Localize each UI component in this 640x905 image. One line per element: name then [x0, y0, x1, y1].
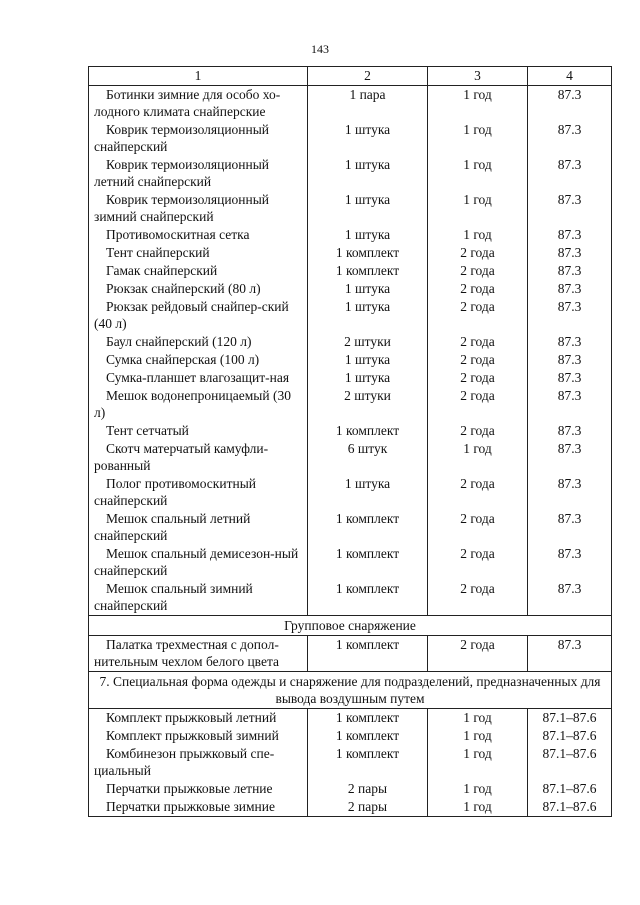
item-quantity: 1 комплект [308, 580, 428, 616]
item-code: 87.3 [528, 226, 612, 244]
item-name: Коврик термоизоляционный летний снайперский [89, 156, 308, 191]
item-term: 2 года [428, 387, 528, 422]
table-row [89, 387, 612, 422]
table-row [89, 333, 612, 351]
item-code: 87.3 [528, 298, 612, 333]
item-quantity: 1 штука [308, 121, 428, 156]
item-name: Мешок спальный зимний снайперский [89, 580, 308, 616]
item-term: 2 года [428, 351, 528, 369]
item-quantity: 1 комплект [308, 244, 428, 262]
item-code: 87.1–87.6 [528, 798, 612, 817]
table-body [89, 86, 612, 817]
item-code: 87.3 [528, 121, 612, 156]
item-quantity: 1 штука [308, 351, 428, 369]
item-quantity: 1 комплект [308, 422, 428, 440]
item-name: Перчатки прыжковые зимние [89, 798, 308, 817]
item-term: 2 года [428, 369, 528, 387]
item-code: 87.3 [528, 191, 612, 226]
item-code: 87.3 [528, 156, 612, 191]
item-quantity: 1 комплект [308, 727, 428, 745]
item-term: 2 года [428, 333, 528, 351]
item-term: 2 года [428, 545, 528, 580]
item-term: 2 года [428, 636, 528, 672]
header-row [89, 67, 612, 86]
item-name: Сумка-планшет влагозащит-ная [89, 369, 308, 387]
table-row [89, 351, 612, 369]
item-term: 2 года [428, 510, 528, 545]
item-quantity: 1 комплект [308, 545, 428, 580]
item-quantity: 1 штука [308, 369, 428, 387]
item-code: 87.3 [528, 475, 612, 510]
item-code: 87.3 [528, 422, 612, 440]
equipment-table [88, 66, 612, 817]
item-code: 87.1–87.6 [528, 780, 612, 798]
table-row [89, 298, 612, 333]
item-quantity: 1 комплект [308, 745, 428, 780]
item-term: 2 года [428, 298, 528, 333]
item-code: 87.3 [528, 86, 612, 122]
item-code: 87.3 [528, 280, 612, 298]
item-quantity: 1 штука [308, 475, 428, 510]
item-quantity: 1 пара [308, 86, 428, 122]
item-term: 1 год [428, 745, 528, 780]
item-term: 2 года [428, 262, 528, 280]
section-title: 7. Специальная форма одежды и снаряжение для подразделений, предназначенных для вывода воздушным путем [89, 672, 612, 709]
column-header: 1 [89, 67, 308, 86]
table-row [89, 280, 612, 298]
table-row [89, 798, 612, 817]
item-term: 1 год [428, 86, 528, 122]
table-row [89, 422, 612, 440]
item-name: Тент снайперский [89, 244, 308, 262]
item-name: Палатка трехместная с допол-нительным чехлом белого цвета [89, 636, 308, 672]
item-quantity: 1 комплект [308, 636, 428, 672]
column-header: 4 [528, 67, 612, 86]
item-name: Баул снайперский (120 л) [89, 333, 308, 351]
table-row [89, 86, 612, 122]
item-code: 87.3 [528, 333, 612, 351]
item-term: 1 год [428, 121, 528, 156]
item-quantity: 1 комплект [308, 709, 428, 728]
item-code: 87.3 [528, 244, 612, 262]
item-term: 2 года [428, 580, 528, 616]
item-quantity: 2 пары [308, 780, 428, 798]
table-row [89, 745, 612, 780]
item-code: 87.3 [528, 387, 612, 422]
column-header: 3 [428, 67, 528, 86]
item-quantity: 1 штука [308, 298, 428, 333]
item-term: 2 года [428, 280, 528, 298]
item-name: Коврик термоизоляционный зимний снайперский [89, 191, 308, 226]
item-term: 1 год [428, 780, 528, 798]
table-row [89, 636, 612, 672]
item-code: 87.3 [528, 440, 612, 475]
section-title: Групповое снаряжение [89, 616, 612, 636]
item-term: 1 год [428, 156, 528, 191]
table-row [89, 780, 612, 798]
item-quantity: 1 штука [308, 191, 428, 226]
table-row [89, 262, 612, 280]
item-code: 87.1–87.6 [528, 727, 612, 745]
item-code: 87.1–87.6 [528, 709, 612, 728]
item-code: 87.1–87.6 [528, 745, 612, 780]
item-name: Рюкзак снайперский (80 л) [89, 280, 308, 298]
item-name: Сумка снайперская (100 л) [89, 351, 308, 369]
item-quantity: 1 комплект [308, 262, 428, 280]
item-name: Комбинезон прыжковый спе-циальный [89, 745, 308, 780]
item-name: Противомоскитная сетка [89, 226, 308, 244]
item-code: 87.3 [528, 636, 612, 672]
item-term: 2 года [428, 422, 528, 440]
item-quantity: 2 штуки [308, 387, 428, 422]
table-row [89, 727, 612, 745]
table-header [89, 67, 612, 86]
item-name: Мешок водонепроницаемый (30 л) [89, 387, 308, 422]
item-name: Комплект прыжковый летний [89, 709, 308, 728]
table-row [89, 369, 612, 387]
item-name: Скотч матерчатый камуфли-рованный [89, 440, 308, 475]
item-quantity: 1 штука [308, 280, 428, 298]
table-row [89, 226, 612, 244]
item-code: 87.3 [528, 545, 612, 580]
table-row [89, 440, 612, 475]
item-name: Мешок спальный летний снайперский [89, 510, 308, 545]
section-airborne-equipment [89, 672, 612, 709]
item-quantity: 6 штук [308, 440, 428, 475]
item-term: 2 года [428, 475, 528, 510]
item-name: Ботинки зимние для особо хо-лодного климата снайперские [89, 86, 308, 122]
item-quantity: 1 штука [308, 226, 428, 244]
item-quantity: 2 штуки [308, 333, 428, 351]
item-quantity: 2 пары [308, 798, 428, 817]
item-code: 87.3 [528, 510, 612, 545]
column-header: 2 [308, 67, 428, 86]
item-quantity: 1 комплект [308, 510, 428, 545]
table-row [89, 191, 612, 226]
table-row [89, 510, 612, 545]
table-row [89, 709, 612, 728]
table-row [89, 545, 612, 580]
item-name: Коврик термоизоляционный снайперский [89, 121, 308, 156]
item-name: Комплект прыжковый зимний [89, 727, 308, 745]
item-term: 1 год [428, 709, 528, 728]
item-term: 2 года [428, 244, 528, 262]
item-code: 87.3 [528, 262, 612, 280]
item-code: 87.3 [528, 369, 612, 387]
item-quantity: 1 штука [308, 156, 428, 191]
item-term: 1 год [428, 226, 528, 244]
item-name: Гамак снайперский [89, 262, 308, 280]
page-number: 143 [311, 42, 329, 56]
item-name: Перчатки прыжковые летние [89, 780, 308, 798]
item-term: 1 год [428, 798, 528, 817]
table-row [89, 475, 612, 510]
item-name: Тент сетчатый [89, 422, 308, 440]
section-group-equipment [89, 616, 612, 636]
item-name: Полог противомоскитный снайперский [89, 475, 308, 510]
table-row [89, 156, 612, 191]
table-row [89, 580, 612, 616]
item-name: Рюкзак рейдовый снайпер-ский (40 л) [89, 298, 308, 333]
item-term: 1 год [428, 440, 528, 475]
item-term: 1 год [428, 727, 528, 745]
item-name: Мешок спальный демисезон-ный снайперский [89, 545, 308, 580]
item-code: 87.3 [528, 580, 612, 616]
table-row [89, 121, 612, 156]
item-term: 1 год [428, 191, 528, 226]
item-code: 87.3 [528, 351, 612, 369]
table-row [89, 244, 612, 262]
